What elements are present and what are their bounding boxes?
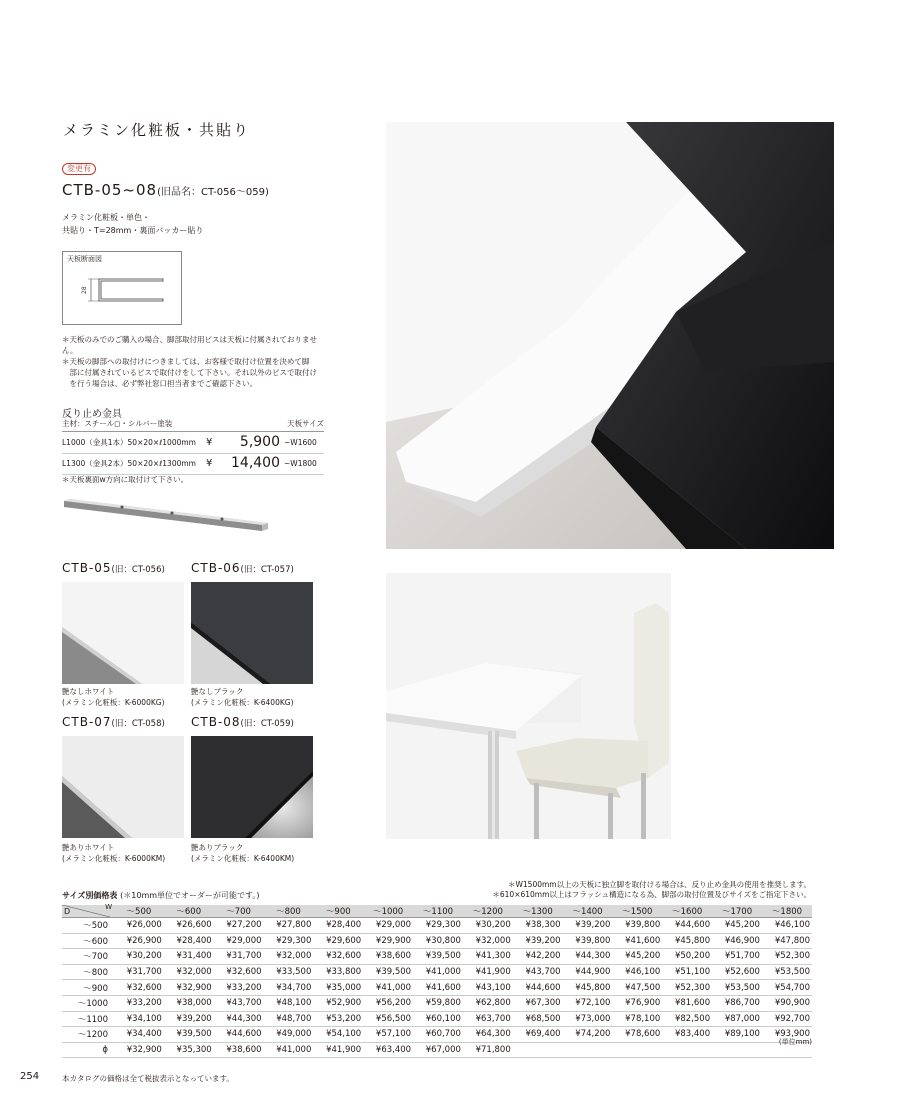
swatch-code: CTB-07 [62, 715, 112, 729]
footer-note: 本カタログの価格は全て税抜表示となっています。 [62, 1074, 234, 1083]
price-cell: ¥76,900 [612, 995, 662, 1011]
price-cell: ¥39,200 [513, 933, 563, 949]
column-header: 〜800 [264, 905, 314, 918]
unit-label: (単位mm) [778, 1038, 812, 1046]
page-number: 254 [20, 1071, 40, 1082]
table-row [62, 933, 812, 949]
price-cell: ¥45,200 [712, 918, 762, 934]
swatch-old-code: (旧：CT-058) [111, 719, 165, 729]
note-line: ＊天板の脚部への取付けにつきましては、お客様で取付け位置を決めて脚 [62, 357, 310, 366]
column-header: 〜1200 [463, 905, 513, 918]
cross-section-drawing [63, 252, 183, 326]
swatch-gloss-white [62, 736, 184, 838]
price-cell: ¥60,100 [413, 1011, 463, 1027]
price-cell: ¥51,700 [712, 949, 762, 965]
swatch-name: 艶なしブラック [191, 687, 244, 696]
price-cell: ¥81,600 [662, 995, 712, 1011]
product-description [62, 211, 203, 237]
price-cell [712, 1042, 762, 1058]
price-cell: ¥38,000 [164, 995, 214, 1011]
table-row [62, 1042, 812, 1058]
column-header: 〜1000 [363, 905, 413, 918]
swatch-label-07 [62, 715, 165, 729]
price-cell: ¥52,600 [712, 964, 762, 980]
table-note-1: ＊W1500mm以上の天板に独立脚を取付ける場合は、反り止め金具の使用を推奨します。 [507, 880, 811, 889]
swatch-spec: (メラミン化粧板：K-6400KG) [191, 698, 294, 707]
price-cell: ¥41,900 [313, 1042, 363, 1058]
bracket-size: ~W1600 [284, 437, 317, 447]
price-cell: ¥69,400 [513, 1027, 563, 1043]
yen-sign: ¥ [206, 457, 213, 469]
price-cell: ¥29,300 [413, 918, 463, 934]
table-row [62, 995, 812, 1011]
bracket-row [62, 431, 324, 454]
bracket-price: 5,900 [239, 434, 280, 450]
change-badge: 変更有 [62, 163, 96, 175]
bracket-size: ~W1800 [284, 458, 317, 468]
price-cell: ¥39,500 [413, 949, 463, 965]
price-cell: ¥34,700 [264, 980, 314, 996]
price-cell: ¥33,800 [313, 964, 363, 980]
price-cell: ¥56,200 [363, 995, 413, 1011]
price-cell: ¥31,700 [114, 964, 164, 980]
swatch-label-05 [62, 561, 165, 575]
price-cell: ¥26,900 [114, 933, 164, 949]
price-cell: ¥43,100 [463, 980, 513, 996]
price-cell: ¥45,800 [662, 933, 712, 949]
price-cell: ¥39,500 [164, 1027, 214, 1043]
bracket-header [62, 418, 324, 432]
price-cell: ¥30,200 [114, 949, 164, 965]
swatch-matte-white [62, 582, 184, 684]
price-cell: ¥64,300 [463, 1027, 513, 1043]
table-row [62, 964, 812, 980]
row-header: ϕ [62, 1042, 114, 1058]
column-header: 〜1100 [413, 905, 463, 918]
price-cell: ¥71,800 [463, 1042, 513, 1058]
bracket-price: 14,400 [231, 455, 280, 471]
price-cell [513, 1042, 563, 1058]
price-cell: ¥53,500 [762, 964, 812, 980]
price-cell: ¥43,700 [214, 995, 264, 1011]
row-header: 〜1100 [62, 1011, 114, 1027]
price-cell: ¥82,500 [662, 1011, 712, 1027]
price-cell: ¥72,100 [563, 995, 613, 1011]
price-cell: ¥47,800 [762, 933, 812, 949]
table-note-2: ＊610×610mm以上はフラッシュ構造になる為、脚部の取付位置及びサイズをご指定下さい。 [492, 890, 811, 899]
bracket-material: 主材：スチール◻︎・シルバー塗装 [62, 419, 173, 428]
price-cell: ¥48,700 [264, 1011, 314, 1027]
price-cell: ¥59,800 [413, 995, 463, 1011]
price-cell: ¥93,900 [762, 1027, 812, 1043]
notes [62, 334, 324, 389]
note-line: ＊天板のみでのご購入の場合、脚部取付用ビスは天板に付属されておりません。 [62, 335, 317, 355]
swatch-matte-black [191, 582, 313, 684]
thickness-dimension: 28 [81, 286, 88, 294]
swatch-old-code: (旧：CT-056) [111, 565, 165, 575]
price-cell: ¥29,300 [264, 933, 314, 949]
note-line: を行う場合は、必ず弊社窓口担当者までご確認下さい。 [62, 379, 257, 388]
table-row [62, 918, 812, 934]
price-cell: ¥41,000 [363, 980, 413, 996]
price-cell: ¥87,000 [712, 1011, 762, 1027]
price-cell: ¥89,100 [712, 1027, 762, 1043]
column-header: 〜600 [164, 905, 214, 918]
cross-section-label: 天板断面図 [67, 255, 102, 263]
price-cell: ¥32,600 [313, 949, 363, 965]
price-cell: ¥78,100 [612, 1011, 662, 1027]
swatch-name: 艶なしホワイト [62, 687, 115, 696]
price-cell: ¥41,300 [463, 949, 513, 965]
bracket-size-header: 天板サイズ [287, 419, 324, 428]
price-cell: ¥54,700 [762, 980, 812, 996]
price-cell [662, 1042, 712, 1058]
bracket-heading: 反り止め金具 [62, 409, 122, 420]
price-cell: ¥32,000 [264, 949, 314, 965]
table-row [62, 949, 812, 965]
column-header: 〜1500 [612, 905, 662, 918]
price-cell: ¥74,200 [563, 1027, 613, 1043]
price-cell: ¥31,700 [214, 949, 264, 965]
price-cell: ¥56,500 [363, 1011, 413, 1027]
price-cell: ¥35,000 [313, 980, 363, 996]
swatch-label-06 [191, 561, 294, 575]
price-cell: ¥26,600 [164, 918, 214, 934]
price-cell: ¥44,900 [563, 964, 613, 980]
bracket-name: L1300（金具2本）50×20×ℓ1300mm [62, 458, 196, 468]
column-header: 〜1700 [712, 905, 762, 918]
row-header: 〜900 [62, 980, 114, 996]
bracket-row [62, 452, 324, 475]
price-table [62, 905, 812, 1058]
price-cell: ¥53,200 [313, 1011, 363, 1027]
price-cell: ¥26,000 [114, 918, 164, 934]
price-cell: ¥52,900 [313, 995, 363, 1011]
price-cell: ¥63,700 [463, 1011, 513, 1027]
price-cell: ¥52,300 [762, 949, 812, 965]
row-header: 〜1200 [62, 1027, 114, 1043]
price-cell: ¥48,100 [264, 995, 314, 1011]
price-cell: ¥38,600 [363, 949, 413, 965]
table-chair-photo [386, 573, 671, 839]
swatch-gloss-black [191, 736, 313, 838]
swatch-old-code: (旧：CT-059) [240, 719, 294, 729]
price-cell: ¥52,300 [662, 980, 712, 996]
note-line: 部に付属されているビスで取付けをして下さい。それ以外のビスで取付け [62, 368, 317, 377]
swatch-code: CTB-06 [191, 561, 241, 575]
price-cell: ¥34,100 [114, 1011, 164, 1027]
table-row [62, 980, 812, 996]
swatch-name: 艶ありホワイト [62, 843, 115, 852]
corner-d: D [64, 907, 71, 916]
price-cell: ¥39,500 [363, 964, 413, 980]
column-header: 〜1800 [762, 905, 812, 918]
swatch-spec: (メラミン化粧板：K-6000KG) [62, 698, 165, 707]
row-header: 〜800 [62, 964, 114, 980]
price-cell: ¥39,800 [612, 918, 662, 934]
table-row [62, 1027, 812, 1043]
price-cell: ¥41,600 [413, 980, 463, 996]
corner-w: W [105, 903, 112, 911]
swatch-code: CTB-05 [62, 561, 112, 575]
price-cell: ¥49,000 [264, 1027, 314, 1043]
bracket-name: L1000（金具1本）50×20×ℓ1000mm [62, 437, 196, 447]
price-cell: ¥73,000 [563, 1011, 613, 1027]
swatch-caption-08 [191, 842, 294, 864]
price-cell: ¥41,600 [612, 933, 662, 949]
price-cell: ¥35,300 [164, 1042, 214, 1058]
price-cell: ¥44,600 [513, 980, 563, 996]
tabletop-photo [386, 122, 834, 549]
price-cell: ¥63,400 [363, 1042, 413, 1058]
row-header: 〜1000 [62, 995, 114, 1011]
price-cell: ¥38,300 [513, 918, 563, 934]
swatch-caption-06 [191, 686, 294, 708]
price-cell: ¥46,900 [712, 933, 762, 949]
price-cell: ¥90,900 [762, 995, 812, 1011]
price-cell: ¥41,000 [413, 964, 463, 980]
price-cell: ¥68,500 [513, 1011, 563, 1027]
price-cell: ¥34,400 [114, 1027, 164, 1043]
row-header: 〜500 [62, 918, 114, 934]
price-cell: ¥28,400 [313, 918, 363, 934]
price-cell: ¥78,600 [612, 1027, 662, 1043]
price-cell: ¥32,000 [164, 964, 214, 980]
price-cell: ¥51,100 [662, 964, 712, 980]
price-cell: ¥54,100 [313, 1027, 363, 1043]
row-header: 〜700 [62, 949, 114, 965]
price-cell: ¥30,800 [413, 933, 463, 949]
price-cell: ¥32,900 [114, 1042, 164, 1058]
column-header: 〜900 [313, 905, 363, 918]
price-cell: ¥44,600 [662, 918, 712, 934]
swatch-code: CTB-08 [191, 715, 241, 729]
price-cell: ¥27,200 [214, 918, 264, 934]
column-header: 〜1300 [513, 905, 563, 918]
price-cell: ¥32,000 [463, 933, 513, 949]
price-cell: ¥62,800 [463, 995, 513, 1011]
price-cell: ¥44,300 [563, 949, 613, 965]
price-cell: ¥39,200 [563, 918, 613, 934]
table-row [62, 1011, 812, 1027]
price-cell: ¥38,600 [214, 1042, 264, 1058]
price-cell: ¥32,600 [114, 980, 164, 996]
column-header: 〜500 [114, 905, 164, 918]
swatch-caption-07 [62, 842, 165, 864]
table-title-text: サイズ別価格表 [62, 891, 118, 900]
swatch-label-08 [191, 715, 294, 729]
price-cell: ¥57,100 [363, 1027, 413, 1043]
model-code [62, 181, 269, 199]
price-cell: ¥29,000 [214, 933, 264, 949]
price-cell: ¥67,300 [513, 995, 563, 1011]
price-cell: ¥31,400 [164, 949, 214, 965]
price-cell: ¥27,800 [264, 918, 314, 934]
price-cell: ¥30,200 [463, 918, 513, 934]
price-cell: ¥60,700 [413, 1027, 463, 1043]
price-cell: ¥43,700 [513, 964, 563, 980]
price-cell: ¥53,500 [712, 980, 762, 996]
cross-section-diagram [62, 251, 182, 325]
swatch-caption-05 [62, 686, 165, 708]
bracket-note: ＊天板裏面w方向に取付けて下さい。 [62, 475, 189, 484]
price-cell [563, 1042, 613, 1058]
table-header-row [62, 905, 812, 918]
price-cell: ¥83,400 [662, 1027, 712, 1043]
price-cell [612, 1042, 662, 1058]
price-cell: ¥32,900 [164, 980, 214, 996]
swatch-spec: (メラミン化粧板：K-6400KM) [191, 854, 295, 863]
column-header: 〜700 [214, 905, 264, 918]
desc-line: 共貼り・T=28mm・裏面バッカー貼り [62, 226, 204, 235]
desc-line: メラミン化粧板・単色・ [62, 213, 150, 222]
price-cell: ¥41,000 [264, 1042, 314, 1058]
yen-sign: ¥ [206, 436, 213, 448]
row-header: 〜600 [62, 933, 114, 949]
corner-cell [62, 905, 114, 918]
price-cell: ¥46,100 [762, 918, 812, 934]
price-cell: ¥29,600 [313, 933, 363, 949]
column-header: 〜1600 [662, 905, 712, 918]
price-cell: ¥46,100 [612, 964, 662, 980]
price-cell: ¥39,200 [164, 1011, 214, 1027]
price-cell: ¥29,000 [363, 918, 413, 934]
price-cell: ¥41,900 [463, 964, 513, 980]
price-cell: ¥42,200 [513, 949, 563, 965]
price-cell: ¥45,800 [563, 980, 613, 996]
swatch-name: 艶ありブラック [191, 843, 244, 852]
swatch-spec: (メラミン化粧板：K-6000KM) [62, 854, 166, 863]
price-cell: ¥32,600 [214, 964, 264, 980]
table-title [62, 890, 260, 901]
price-cell: ¥67,000 [413, 1042, 463, 1058]
price-cell: ¥28,400 [164, 933, 214, 949]
bracket-image [62, 497, 274, 533]
model-old-code: (旧品名：CT-056〜059) [157, 187, 269, 198]
price-cell: ¥47,500 [612, 980, 662, 996]
table-title-note: (＊10mm単位でオーダーが可能です。) [120, 891, 260, 900]
page-title: メラミン化粧板・共貼り [63, 121, 251, 139]
price-cell: ¥92,700 [762, 1011, 812, 1027]
price-cell: ¥44,300 [214, 1011, 264, 1027]
price-cell: ¥44,600 [214, 1027, 264, 1043]
price-cell: ¥29,900 [363, 933, 413, 949]
price-cell: ¥33,200 [214, 980, 264, 996]
price-cell: ¥33,200 [114, 995, 164, 1011]
model-code-text: CTB-05~08 [62, 181, 158, 199]
price-cell: ¥39,800 [563, 933, 613, 949]
price-cell: ¥86,700 [712, 995, 762, 1011]
swatch-old-code: (旧：CT-057) [240, 565, 294, 575]
price-cell: ¥33,500 [264, 964, 314, 980]
price-cell: ¥50,200 [662, 949, 712, 965]
column-header: 〜1400 [563, 905, 613, 918]
price-cell: ¥45,200 [612, 949, 662, 965]
